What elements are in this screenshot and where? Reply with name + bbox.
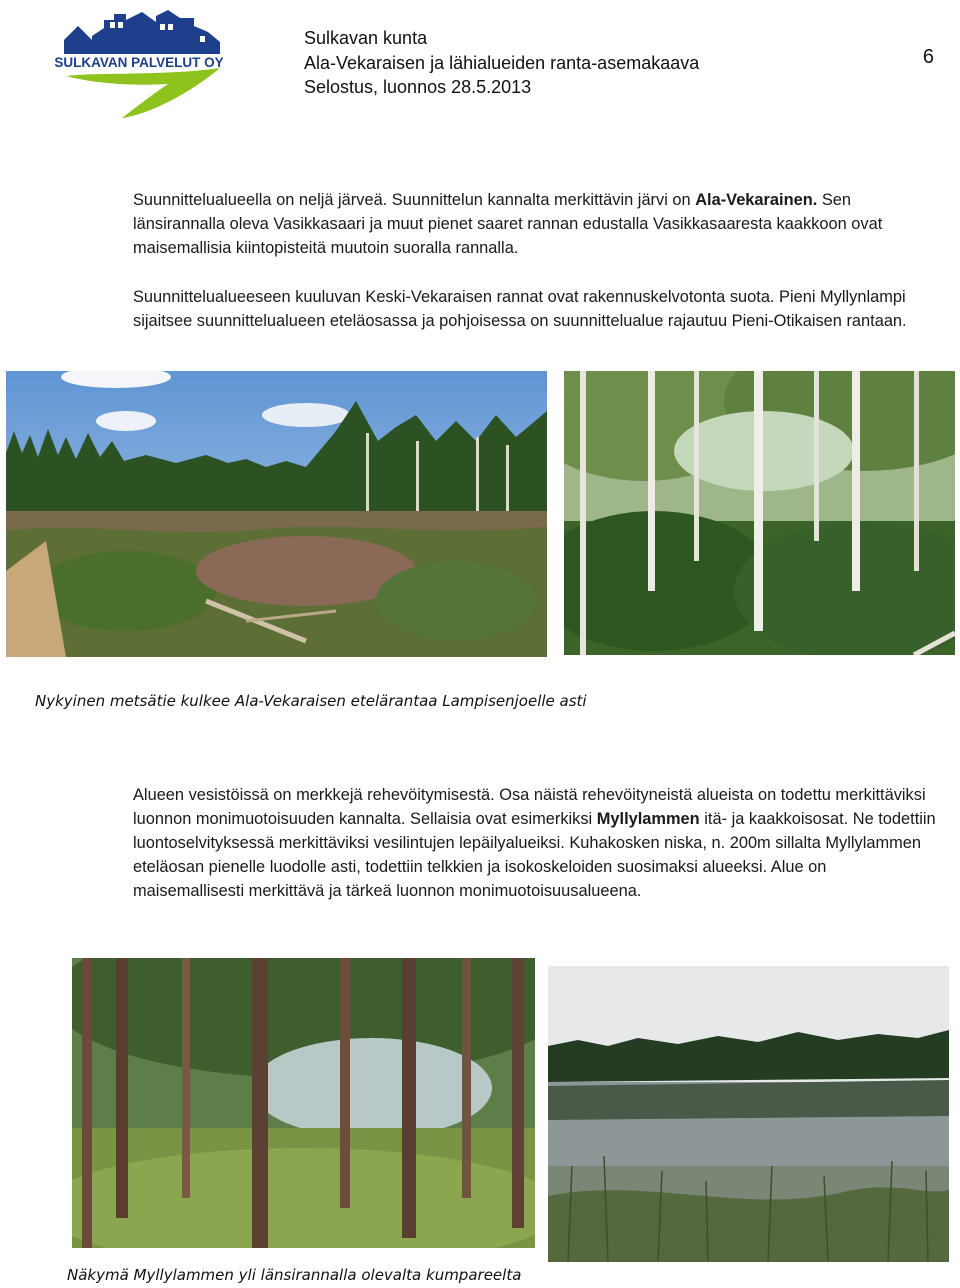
photo-caption-lake-view: Näkymä Myllylammen yli länsirannalla olevalta kumpareelta [67, 1266, 522, 1284]
forest-road-photo [6, 371, 547, 657]
photo-caption-forest-road: Nykyinen metsätie kulkee Ala-Vekaraisen etelärantaa Lampisenjoelle asti [35, 692, 587, 710]
document-header [304, 26, 699, 100]
paragraph-eutrophication-text-2: itä- ja kaakkoisosat. Ne todettiin luontoselvityksessä merkittäviksi vesilintujen lepäilyalueiksi. Kuhakosken niska, n. 200m sillalta Myllylammen eteläosan pienelle luodolle asti, todettiin telkkien ja isokoskeloiden suosimaksi alueeksi. Alue on maisemallisesti merkittävä ja tärkeä luonnon monimuotoisuusalueena. [133, 810, 936, 900]
paragraph-shores: Suunnittelualueeseen kuuluvan Keski-Vekaraisen rannat ovat rakennuskelvotonta suota. Pieni Myllynlampi sijaitsee suunnittelualueen eteläosassa ja pohjoisessa on suunnittelualue rajautuu Pieni-Otikaisen rantaan. [133, 288, 907, 330]
myllylampi-lake-photo [548, 966, 949, 1262]
paragraph-lakes-bold: Ala-Vekarainen. [695, 191, 818, 209]
logo-skyline [64, 10, 220, 54]
paragraph-eutrophication [133, 783, 938, 903]
page-number: 6 [922, 46, 934, 68]
header-plan-title: Ala-Vekaraisen ja lähialueiden ranta-asemakaava [304, 52, 700, 73]
pine-hill-photo [72, 958, 535, 1248]
paragraph-lakes-text-2: Sen länsirannalla oleva Vasikkasaari ja muut pienet saaret rannan edustalla Vasikkasaaresta kaakkoon ovat maisemallisia kiintopisteitä muutoin suoralla rannalla. [133, 191, 883, 257]
paragraph-eutrophication-text-1: Alueen vesistöissä on merkkejä rehevöitymisestä. Osa näistä rehevöityneistä alueista on todettu merkittäviksi luonnon monimuotoisuuden kannalta. Sellaisia ovat esimerkiksi [133, 786, 926, 828]
paragraph-lakes [133, 188, 938, 260]
header-document-status: Selostus, luonnos 28.5.2013 [304, 77, 532, 97]
logo-swoosh [66, 68, 220, 118]
paragraph-eutrophication-bold: Myllylammen [596, 810, 700, 828]
logo-text: SULKAVAN PALVELUT OY [54, 55, 224, 70]
birch-forest-photo [564, 371, 955, 655]
header-municipality: Sulkavan kunta [304, 28, 428, 48]
sulkavan-palvelut-logo [44, 6, 234, 118]
paragraph-lakes-text-1: Suunnittelualueella on neljä järveä. Suunnittelun kannalta merkittävin järvi on [133, 191, 696, 209]
